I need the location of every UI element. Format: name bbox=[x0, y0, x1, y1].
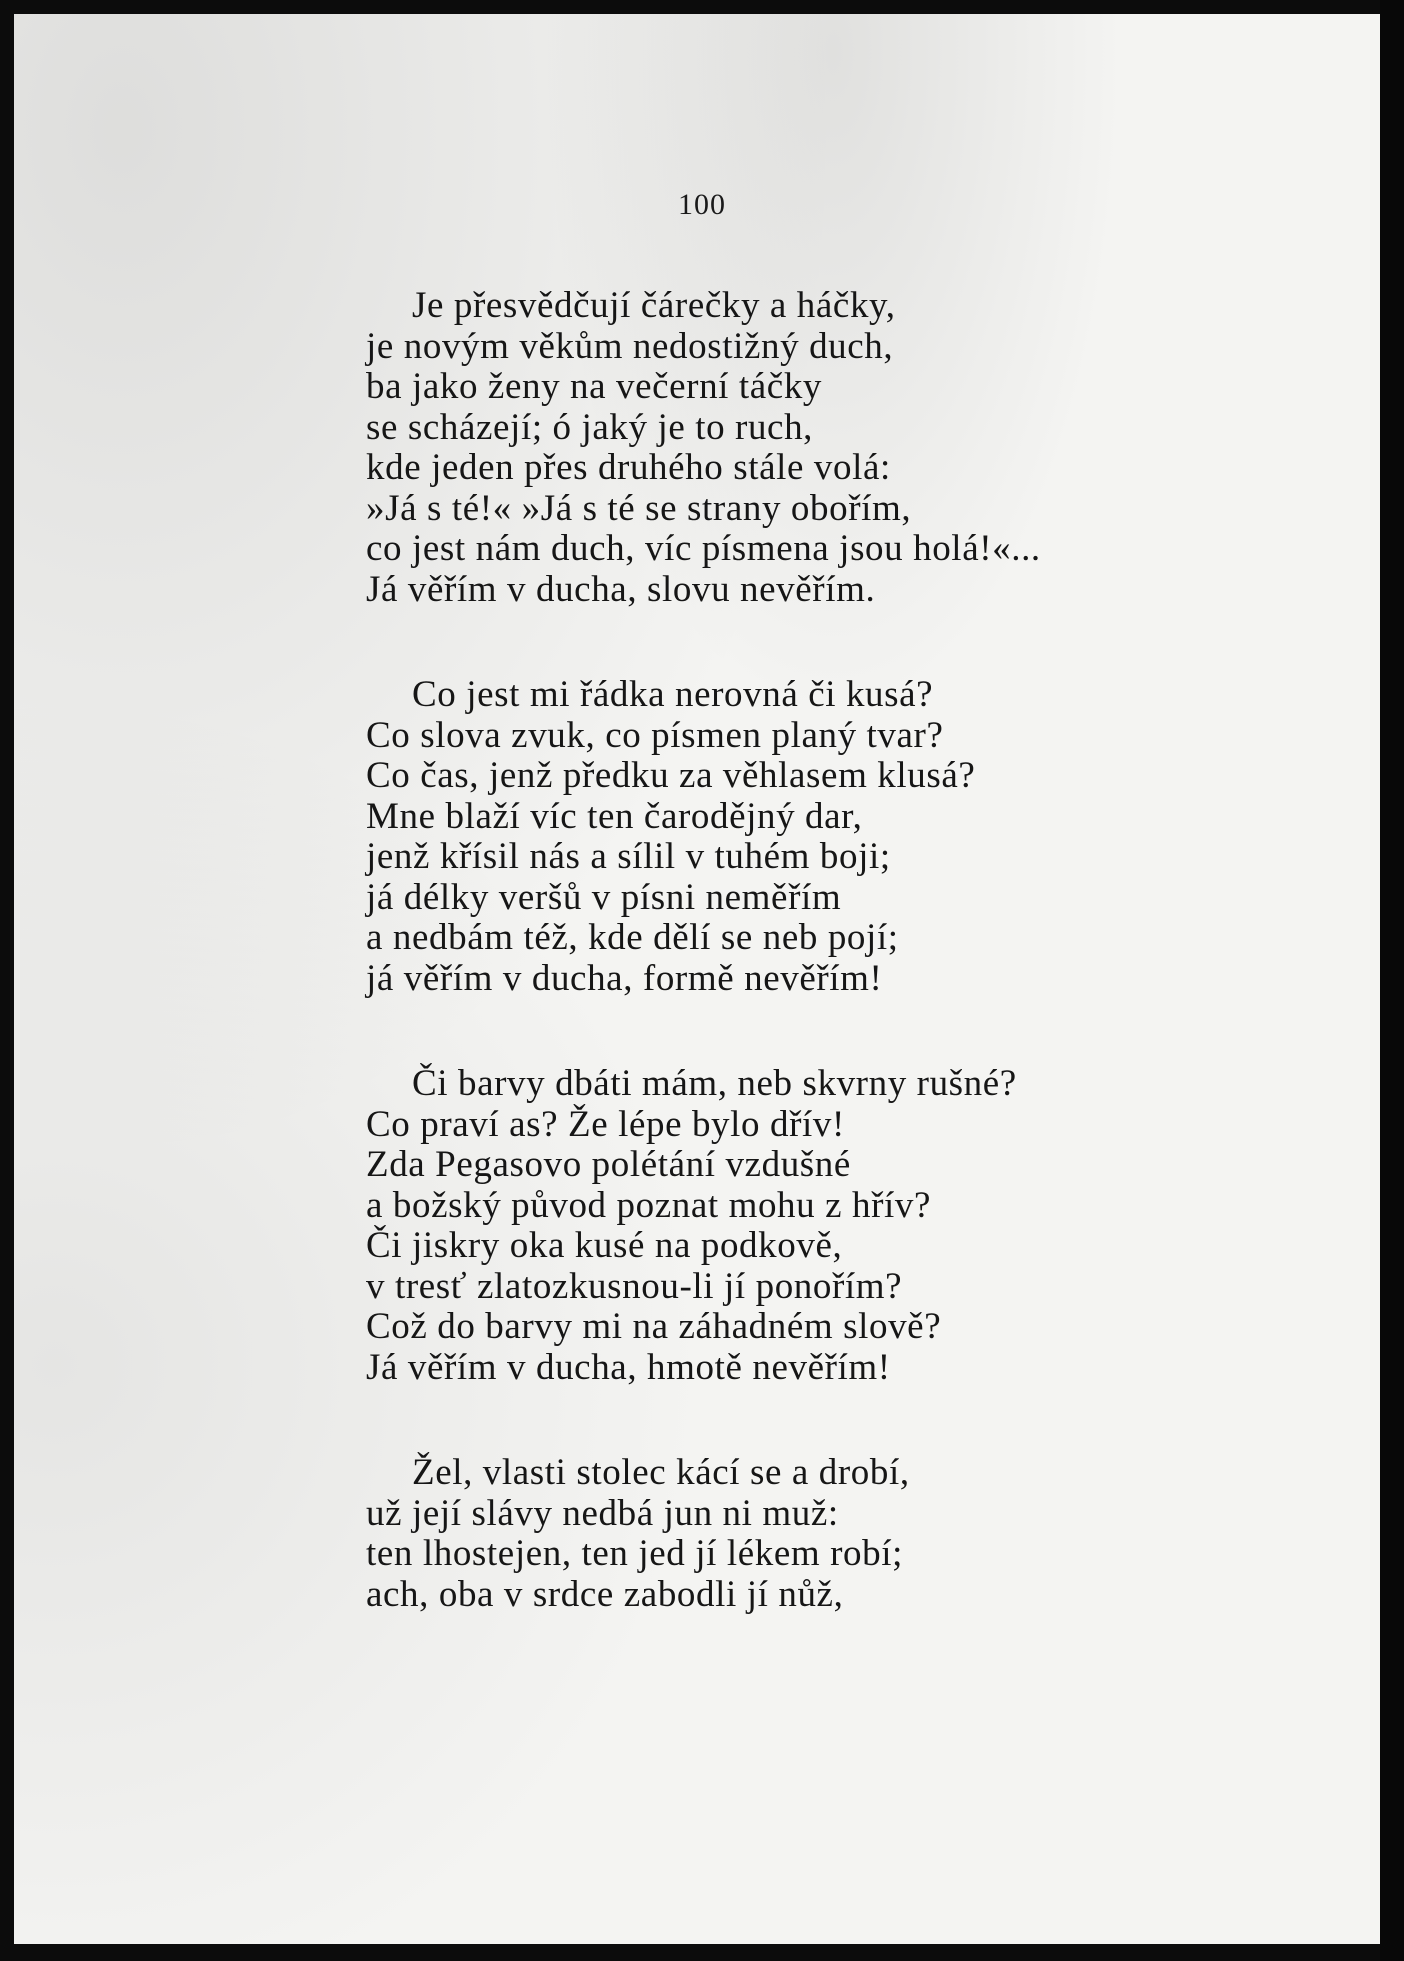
poem-line: ba jako ženy na večerní táčky bbox=[366, 366, 823, 407]
poem-line: kde jeden přes druhého stále volá: bbox=[366, 447, 891, 488]
poem-line: Zda Pegasovo polétání vzdušné bbox=[366, 1144, 851, 1185]
poem-line: ten lhostejen, ten jed jí lékem robí; bbox=[366, 1533, 903, 1574]
stanza-gap bbox=[366, 610, 1041, 675]
poem-line: je novým věkům nedostižný duch, bbox=[366, 325, 894, 367]
poem-line: se scházejí; ó jaký je to ruch, bbox=[366, 406, 814, 448]
poem-line: Či barvy dbáti mám, neb skvrny rušné? bbox=[412, 1063, 1017, 1104]
poem-line: já délky veršů v písni neměřím bbox=[366, 876, 842, 918]
poem-line: a božský původ poznat mohu z hřív? bbox=[366, 1184, 931, 1226]
stanza-4 bbox=[366, 1453, 1041, 1615]
poem-line: Co slova zvuk, co písmen planý tvar? bbox=[366, 714, 944, 756]
stanza-gap bbox=[366, 1388, 1041, 1453]
poem-line: ach, oba v srdce zabodli jí nůž, bbox=[366, 1573, 844, 1615]
poem-line: Co čas, jenž předku za věhlasem klusá? bbox=[366, 755, 976, 796]
poem-line: Žel, vlasti stolec kácí se a drobí, bbox=[412, 1452, 910, 1493]
poem-line: jenž křísil nás a sílil v tuhém boji; bbox=[366, 836, 891, 877]
stanza-2 bbox=[366, 675, 1041, 999]
poem-line: co jest nám duch, víc písmena jsou holá!«... bbox=[366, 528, 1041, 569]
page-number: 100 bbox=[678, 188, 726, 221]
poem-line: a nedbám též, kde dělí se neb pojí; bbox=[366, 917, 899, 958]
poem-line: Což do barvy mi na záhadném slově? bbox=[366, 1306, 942, 1347]
poem-line: Či jiskry oka kusé na podkově, bbox=[366, 1225, 843, 1266]
poem-line: Já věřím v ducha, slovu nevěřím. bbox=[366, 568, 876, 610]
poem-line: Co praví as? Že lépe bylo dřív! bbox=[366, 1103, 845, 1145]
poem-line: Já věřím v ducha, hmotě nevěřím! bbox=[366, 1346, 891, 1388]
poem-text bbox=[366, 286, 1041, 1615]
poem-line: Mne blaží víc ten čarodějný dar, bbox=[366, 795, 863, 837]
stanza-3 bbox=[366, 1064, 1041, 1388]
poem-line: já věřím v ducha, formě nevěřím! bbox=[366, 957, 883, 999]
poem-line: Co jest mi řádka nerovná či kusá? bbox=[412, 674, 934, 715]
stanza-gap bbox=[366, 999, 1041, 1064]
book-spine-shadow bbox=[1380, 0, 1404, 1961]
poem-line: »Já s té!« »Já s té se strany obořím, bbox=[366, 487, 912, 529]
stanza-1 bbox=[366, 286, 1041, 610]
poem-line: už její slávy nedbá jun ni muž: bbox=[366, 1492, 839, 1534]
poem-line: Je přesvědčují čárečky a háčky, bbox=[412, 285, 896, 326]
poem-line: v tresť zlatozkusnou-li jí ponořím? bbox=[366, 1265, 903, 1307]
